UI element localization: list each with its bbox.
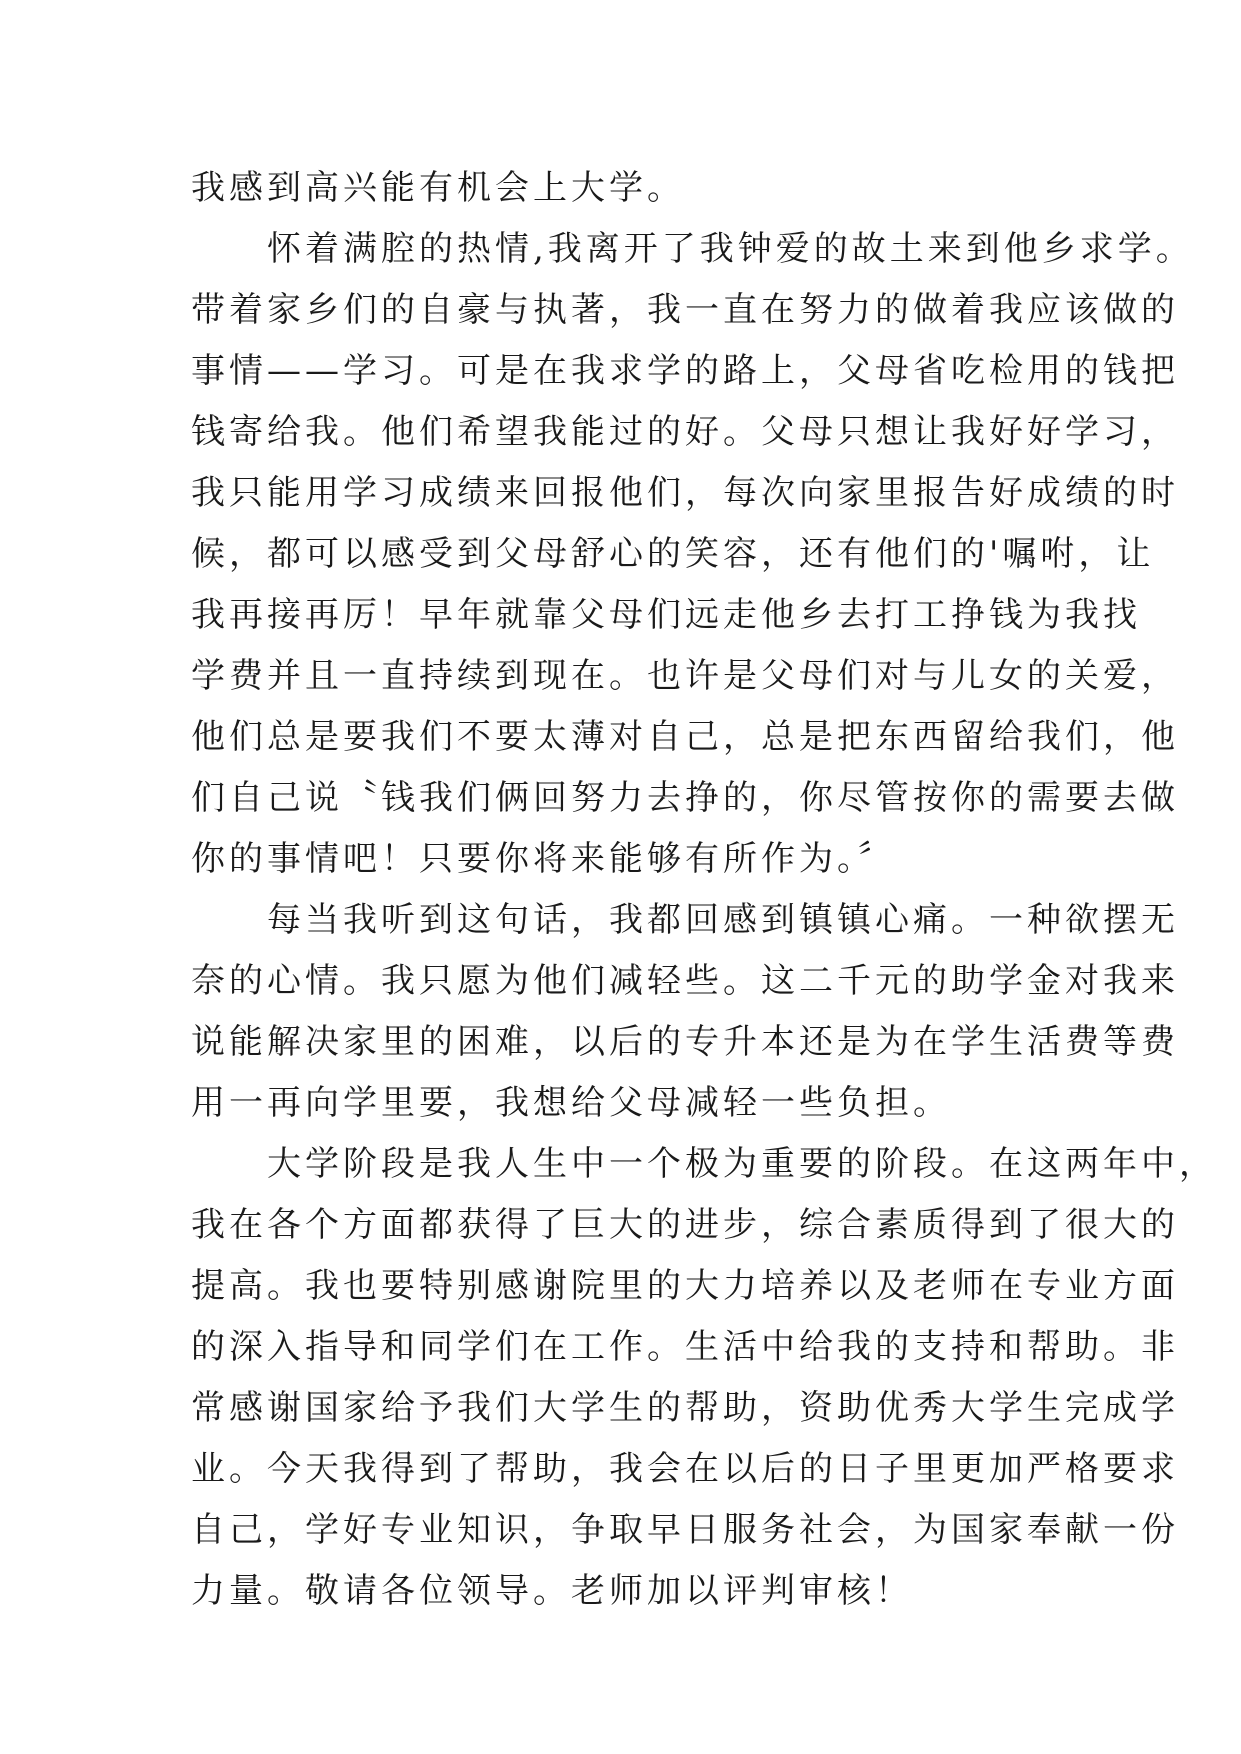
text-line: 业。今天我得到了帮助，我会在以后的日子里更加严格要求: [191, 1449, 1179, 1489]
text-line: 用一再向学里要，我想给父母减轻一些负担。: [191, 1083, 951, 1123]
text-line: 奈的心情。我只愿为他们减轻些。这二千元的助学金对我来: [191, 961, 1179, 1001]
text-line: 们自己说〝钱我们俩回努力去挣的，你尽管按你的需要去做: [191, 778, 1179, 818]
body-text: [191, 158, 1217, 1622]
text-line: 我感到高兴能有机会上大学。: [191, 168, 685, 208]
text-line: 常感谢国家给予我们大学生的帮助，资助优秀大学生完成学: [191, 1388, 1179, 1428]
text-line: 自己，学好专业知识，争取早日服务社会，为国家奉献一份: [191, 1510, 1179, 1550]
text-line: 带着家乡们的自豪与执著，我一直在努力的做着我应该做的: [191, 290, 1179, 330]
text-line: 怀着满腔的热情,我离开了我钟爱的故土来到他乡求学。: [191, 229, 1194, 269]
text-line: 每当我听到这句话，我都回感到镇镇心痛。一种欲摆无: [191, 900, 1179, 940]
text-line: 力量。敬请各位领导。老师加以评判审核！: [191, 1571, 913, 1611]
text-line: 提高。我也要特别感谢院里的大力培养以及老师在专业方面: [191, 1266, 1179, 1306]
text-line: 的深入指导和同学们在工作。生活中给我的支持和帮助。非: [191, 1327, 1179, 1367]
text-line: 候，都可以感受到父母舒心的笑容，还有他们的'嘱咐，让: [191, 534, 1155, 574]
text-line: 钱寄给我。他们希望我能过的好。父母只想让我好好学习，: [191, 412, 1179, 452]
text-line: 事情——学习。可是在我求学的路上，父母省吃检用的钱把: [191, 351, 1179, 391]
text-line: 他们总是要我们不要太薄对自己，总是把东西留给我们，他: [191, 717, 1179, 757]
text-line: 我只能用学习成绩来回报他们，每次向家里报告好成绩的时: [191, 473, 1179, 513]
text-line: 大学阶段是我人生中一个极为重要的阶段。在这两年中，: [191, 1144, 1217, 1184]
text-line: 我再接再厉！早年就靠父母们远走他乡去打工挣钱为我找: [191, 595, 1141, 635]
text-line: 我在各个方面都获得了巨大的进步，综合素质得到了很大的: [191, 1205, 1179, 1245]
text-line: 说能解决家里的困难，以后的专升本还是为在学生活费等费: [191, 1022, 1179, 1062]
text-line: 你的事情吧！只要你将来能够有所作为。〞: [191, 839, 896, 879]
text-line: 学费并且一直持续到现在。也许是父母们对与儿女的关爱，: [191, 656, 1179, 696]
